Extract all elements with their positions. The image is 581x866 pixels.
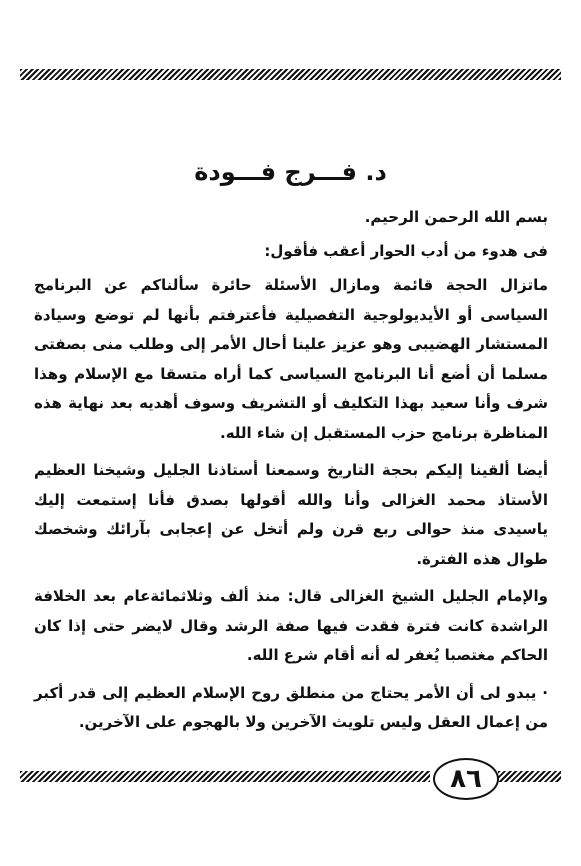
author-heading: د. فـــرج فـــودة — [194, 158, 387, 186]
bottom-decorative-rule — [20, 771, 430, 782]
salutation-line: بسم الله الرحمن الرحيم. — [364, 208, 548, 226]
paragraph: · يبدو لى أن الأمر يحتاج من منطلق روح الإسلام العظيم إلى قدر أكبر من إعمال العقل وليس تلويث الآخرين ولا بالهجوم على الآخرين. — [34, 683, 548, 731]
bottom-decorative-rule-end — [498, 771, 561, 782]
body-text — [34, 271, 548, 746]
intro-line: فى هدوء من أدب الحوار أعقب فأقول: — [264, 242, 548, 260]
paragraph: أيضا ألقينا إليكم بحجة التاريخ وسمعنا أستاذنا الجليل وشيخنا العظيم الأستاذ محمد الغزالى وأنا والله أقولها بصدق فأنا إستمعت إليك ياسيدى منذ حوالى ربع قرن ولم أتخل عن إعجابى بآرائك وشخصك طوال هذه الفترة. — [34, 461, 548, 568]
top-decorative-rule — [20, 69, 561, 80]
paragraph: والإمام الجليل الشيخ الغزالى قال: منذ ألف وثلاثمائةعام بعد الخلافة الراشدة كانت فترة فقدت فيها صفة الرشد وقال لايضر حتى إذا كان الحاكم مغتصبا يُغفر له أنه أقام شرع الله. — [34, 587, 548, 664]
page-number: ٨٦ — [433, 758, 499, 800]
paragraph: ماتزال الحجة قائمة ومازال الأسئلة حائرة سألناكم عن البرنامج السياسى أو الأيديولوجية التفصيلية فأعترفتم بأنها لم توضع وسيادة المستشار الهضيبى وهو عزيز علينا أحال الأمر إلى وطلب منى بصفتى مسلما أن أضع أنا البرنامج السياسى كما أراه متسقا مع الإسلام وهذا شرف وأنا سعيد بهذا التكليف أو التشريف وسوف أهديه بعد نهاية هذه المناظرة برنامج حزب المستقبل إن شاء الله. — [34, 276, 548, 442]
